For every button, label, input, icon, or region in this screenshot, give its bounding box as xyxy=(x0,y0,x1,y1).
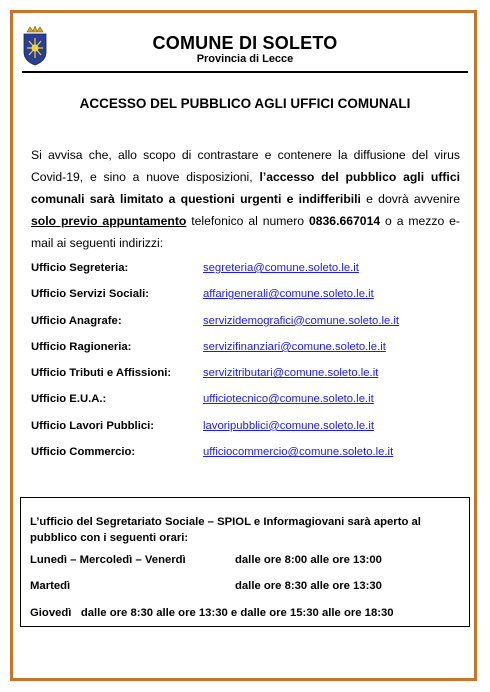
office-email-link[interactable]: lavoripubblici@comune.soleto.le.it xyxy=(203,419,374,432)
office-name: Ufficio Anagrafe: xyxy=(31,314,122,327)
office-email-link[interactable]: servizifinanziari@comune.soleto.le.it xyxy=(203,340,386,353)
office-email-link[interactable]: affarigenerali@comune.soleto.le.it xyxy=(203,288,374,301)
office-row xyxy=(31,288,471,314)
schedule-days: Martedì xyxy=(30,580,71,592)
page-title: COMUNE DI SOLETO xyxy=(152,33,338,53)
phone-number: 0836.667014 xyxy=(308,214,381,228)
notice-highlight: l’accesso del pubblico agli uffici comunali sarà limitato a questioni urgenti e indifferibili xyxy=(31,170,460,206)
notice-text-part: telefonico al numero xyxy=(186,214,309,228)
notice-title: ACCESSO DEL PUBBLICO AGLI UFFICI COMUNALI xyxy=(79,96,411,111)
schedule-time: dalle ore 8:00 alle ore 13:00 xyxy=(235,554,382,566)
office-list xyxy=(31,262,471,472)
notice-text xyxy=(31,144,460,254)
page-subtitle: Provincia di Lecce xyxy=(196,53,294,65)
office-email-link[interactable]: ufficiotecnico@comune.soleto.le.it xyxy=(203,393,374,406)
office-name: Ufficio Ragioneria: xyxy=(31,340,132,353)
office-row xyxy=(31,262,471,288)
notice-text-part: e dovrà avvenire xyxy=(360,192,460,206)
office-row xyxy=(31,341,471,367)
office-name: Ufficio E.U.A.: xyxy=(31,393,107,406)
office-name: Ufficio Segreteria: xyxy=(31,262,129,274)
schedule-row xyxy=(30,554,382,566)
office-email-link[interactable]: servizitributari@comune.soleto.le.it xyxy=(203,367,379,380)
appointment-note: solo previo appuntamento xyxy=(31,214,187,228)
office-name: Ufficio Commercio: xyxy=(31,446,136,459)
opening-hours-intro: L’ufficio del Segretariato Sociale – SPIOL e Informagiovani sarà aperto al pubblico con i seguenti orari: xyxy=(30,516,421,544)
office-row xyxy=(31,446,471,472)
schedule-row-thursday: Giovedì dalle ore 8:30 alle ore 13:30 e dalle ore 15:30 alle ore 18:30 xyxy=(30,607,394,619)
opening-hours-box xyxy=(20,497,470,627)
office-row xyxy=(31,393,471,419)
schedule-time: dalle ore 8:30 alle ore 13:30 xyxy=(235,580,382,592)
office-email-link[interactable]: segreteria@comune.soleto.le.it xyxy=(203,262,359,274)
office-name: Ufficio Servizi Sociali: xyxy=(31,288,150,301)
notice-text-part: o a mezzo e-mail ai seguenti indirizzi: xyxy=(31,214,460,250)
office-row xyxy=(31,367,471,393)
office-email-link[interactable]: ufficiocommercio@comune.soleto.le.it xyxy=(203,446,394,459)
office-name: Ufficio Tributi e Affissioni: xyxy=(31,367,172,380)
office-row xyxy=(31,315,471,341)
schedule-days: Lunedì – Mercoledì – Venerdì xyxy=(30,554,186,566)
office-row xyxy=(31,420,471,446)
header-divider xyxy=(22,71,468,73)
office-email-link[interactable]: servizidemografici@comune.soleto.le.it xyxy=(203,314,400,327)
notice-text-part: Si avvisa che, allo scopo di contrastare e contenere la diffusione del virus Covid-19, e sino a nuove disposizioni, xyxy=(31,148,460,184)
schedule-row xyxy=(30,580,382,592)
office-name: Ufficio Lavori Pubblici: xyxy=(31,419,155,432)
